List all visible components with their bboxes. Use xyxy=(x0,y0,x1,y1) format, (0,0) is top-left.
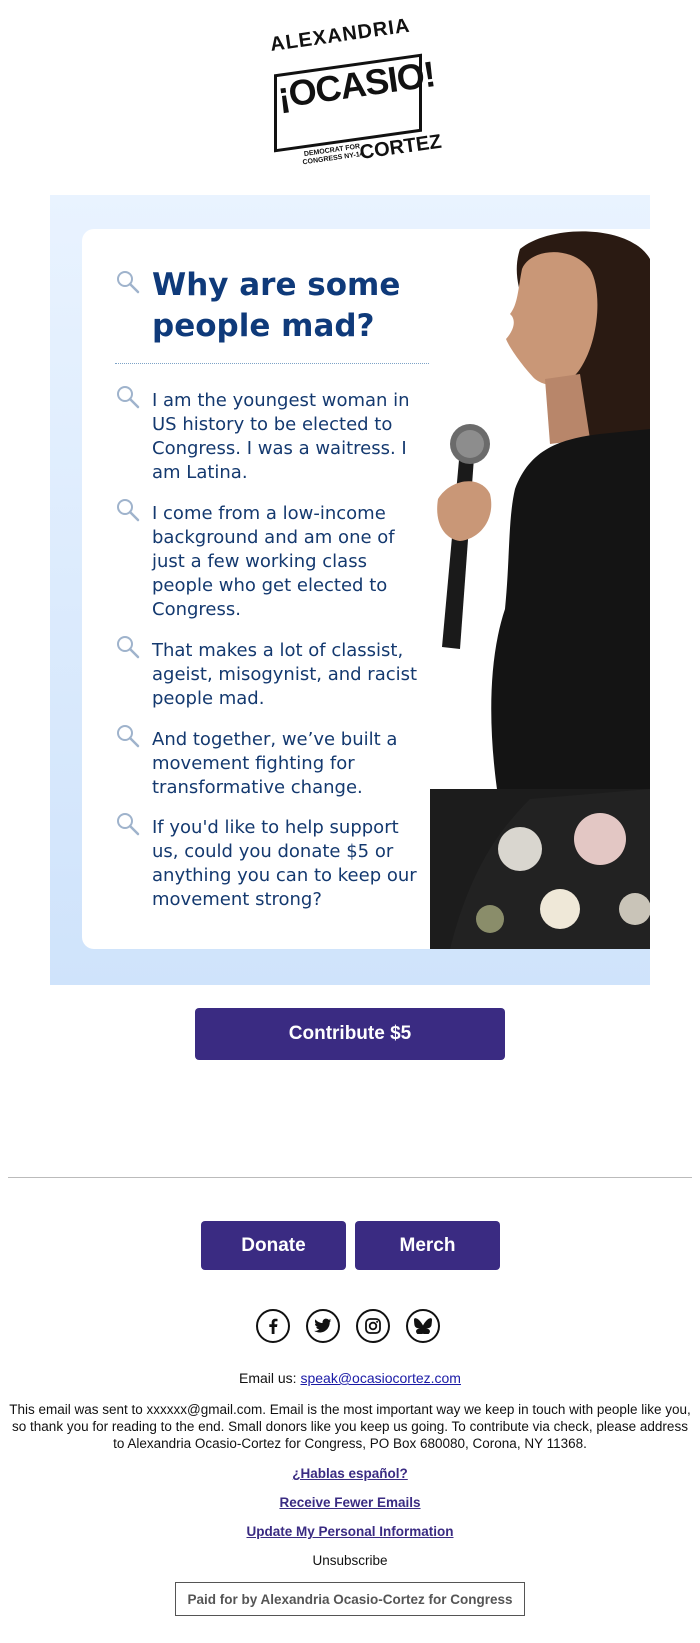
paid-for-box: Paid for by Alexandria Ocasio-Cortez for Congress xyxy=(175,1582,525,1616)
bluesky-icon[interactable] xyxy=(406,1309,440,1343)
hero-point: And together, we’ve built a movement fighting for transformative change. xyxy=(152,729,398,798)
hero-point: If you'd like to help support us, could you donate $5 or anything you can to keep our movement strong? xyxy=(152,817,417,910)
search-icon xyxy=(115,269,141,295)
contact-label: Email us: xyxy=(239,1370,301,1386)
merch-button[interactable]: Merch xyxy=(355,1221,500,1270)
unsubscribe-link[interactable]: Unsubscribe xyxy=(312,1553,388,1568)
campaign-logo[interactable] xyxy=(268,14,443,167)
search-icon xyxy=(115,811,141,837)
contact-email-link[interactable]: speak@ocasiocortez.com xyxy=(300,1370,461,1386)
contribute-button[interactable]: Contribute $5 xyxy=(195,1008,505,1060)
hero-point: That makes a lot of classist, ageist, misogynist, and racist people mad. xyxy=(152,640,418,709)
footer-disclaimer: This email was sent to xxxxxx@gmail.com. Email is the most important way we keep in touch with people like you, so thank you for reading to the end. Small donors like you keep us going. To contribute via check, please address to Alexandria Ocasio-Cortez for Congress, PO Box 680080, Corona, NY 11368. xyxy=(9,1402,691,1451)
logo-main-text: ¡OCASIO! xyxy=(275,53,438,116)
header xyxy=(0,0,700,190)
hero-card xyxy=(82,229,650,949)
logo-sub-text: DEMOCRAT FOR CONGRESS NY-14 xyxy=(302,143,365,167)
search-icon xyxy=(115,497,141,523)
spanish-link[interactable]: ¿Hablas español? xyxy=(292,1466,408,1481)
fewer-emails-link[interactable]: Receive Fewer Emails xyxy=(279,1495,421,1510)
twitter-icon[interactable] xyxy=(306,1309,340,1343)
candidate-photo xyxy=(430,229,650,949)
search-icon xyxy=(115,723,141,749)
instagram-icon[interactable] xyxy=(356,1309,390,1343)
search-icon xyxy=(115,384,141,410)
hero-divider xyxy=(115,363,475,364)
hero-point: I come from a low-income background and am one of just a few working class people who get elected to Congress. xyxy=(152,503,395,620)
logo-top-text: ALEXANDRIA xyxy=(268,14,412,57)
hero-graphic xyxy=(50,195,650,985)
logo-bottom-text: CORTEZ xyxy=(358,130,443,164)
contact-line xyxy=(0,1370,700,1386)
update-info-link[interactable]: Update My Personal Information xyxy=(246,1524,454,1539)
hero-headline: Why are some people mad? xyxy=(152,267,401,344)
section-divider xyxy=(8,1177,692,1178)
facebook-icon[interactable] xyxy=(256,1309,290,1343)
donate-button[interactable]: Donate xyxy=(201,1221,346,1270)
search-icon xyxy=(115,634,141,660)
hero-point: I am the youngest woman in US history to be elected to Congress. I was a waitress. I am Latina. xyxy=(152,390,410,483)
